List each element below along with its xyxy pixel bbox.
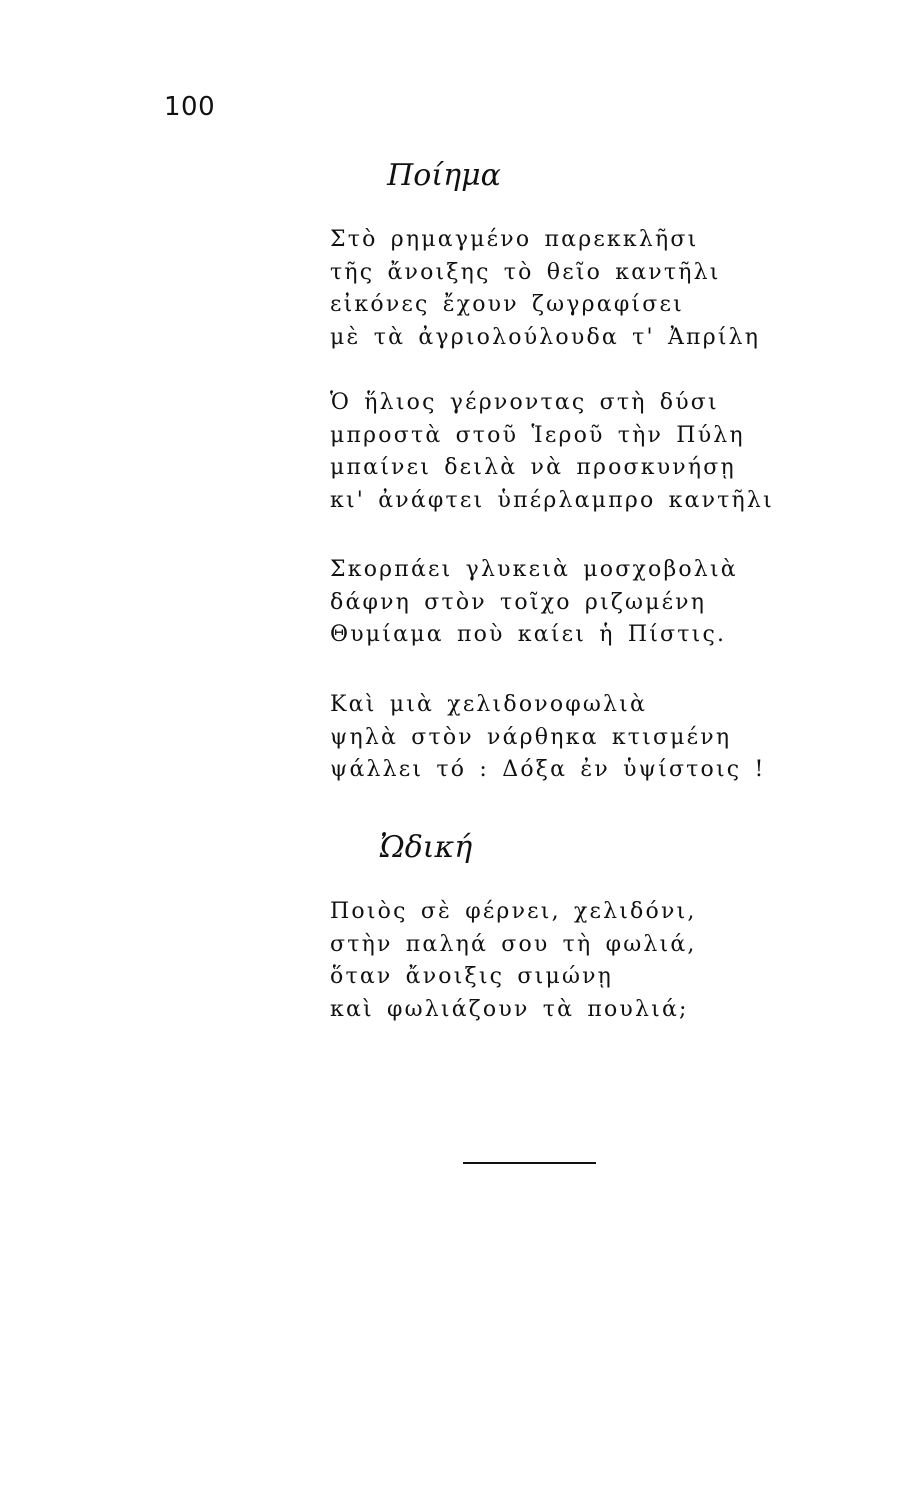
poem-title: Ὠδική — [379, 830, 473, 865]
stanza — [330, 224, 850, 354]
stanza — [330, 387, 850, 517]
verse-line: ψηλὰ στὸν νάρθηκα κτισμένη — [330, 724, 732, 750]
verse-line: Στὸ ρημαγμένο παρεκκλῆσι — [330, 227, 699, 252]
stanza — [330, 896, 850, 1026]
verse-line: Σκορπάει γλυκειὰ μοσχοβολιὰ — [330, 557, 738, 582]
verse-line: κι' ἀνάφτει ὑπέρλαμπρο καντῆλι — [330, 487, 774, 513]
poem-title: Ποίημα — [387, 158, 501, 193]
verse-line: Καὶ μιὰ χελιδονοφωλιὰ — [330, 692, 648, 717]
verse-line: Ποιὸς σὲ φέρνει, χελιδόνι, — [330, 899, 697, 924]
verse-line: μπαίνει δειλὰ νὰ προσκυνήσῃ — [330, 455, 736, 480]
verse-line: μὲ τὰ ἀγριολούλουδα τ' Ἀπρίλη — [330, 324, 761, 350]
verse-line: Θυμίαμα ποὺ καίει ἡ Πίστις. — [330, 622, 727, 647]
verse-line: Ὁ ἥλιος γέρνοντας στὴ δύσι — [330, 390, 719, 415]
verse-line: καὶ φωλιάζουν τὰ πουλιά; — [330, 996, 689, 1022]
verse-line: στὴν παληά σου τὴ φωλιά, — [330, 931, 697, 957]
page-number: 100 — [164, 92, 216, 122]
verse-line: ὅταν ἄνοιξις σιμώνῃ — [330, 964, 614, 989]
end-rule — [463, 1162, 596, 1164]
verse-line: μπροστὰ στοῦ Ἱεροῦ τὴν Πύλη — [330, 422, 745, 448]
stanza — [330, 689, 850, 787]
verse-line: τῆς ἄνοιξης τὸ θεῖο καντῆλι — [330, 259, 721, 285]
verse-line: ψάλλει τό : Δόξα ἐν ὑψίστοις ! — [330, 757, 766, 782]
verse-line: εἰκόνες ἔχουν ζωγραφίσει — [330, 292, 684, 317]
stanza — [330, 554, 850, 652]
verse-line: δάφνη στὸν τοῖχο ριζωμένη — [330, 589, 707, 615]
